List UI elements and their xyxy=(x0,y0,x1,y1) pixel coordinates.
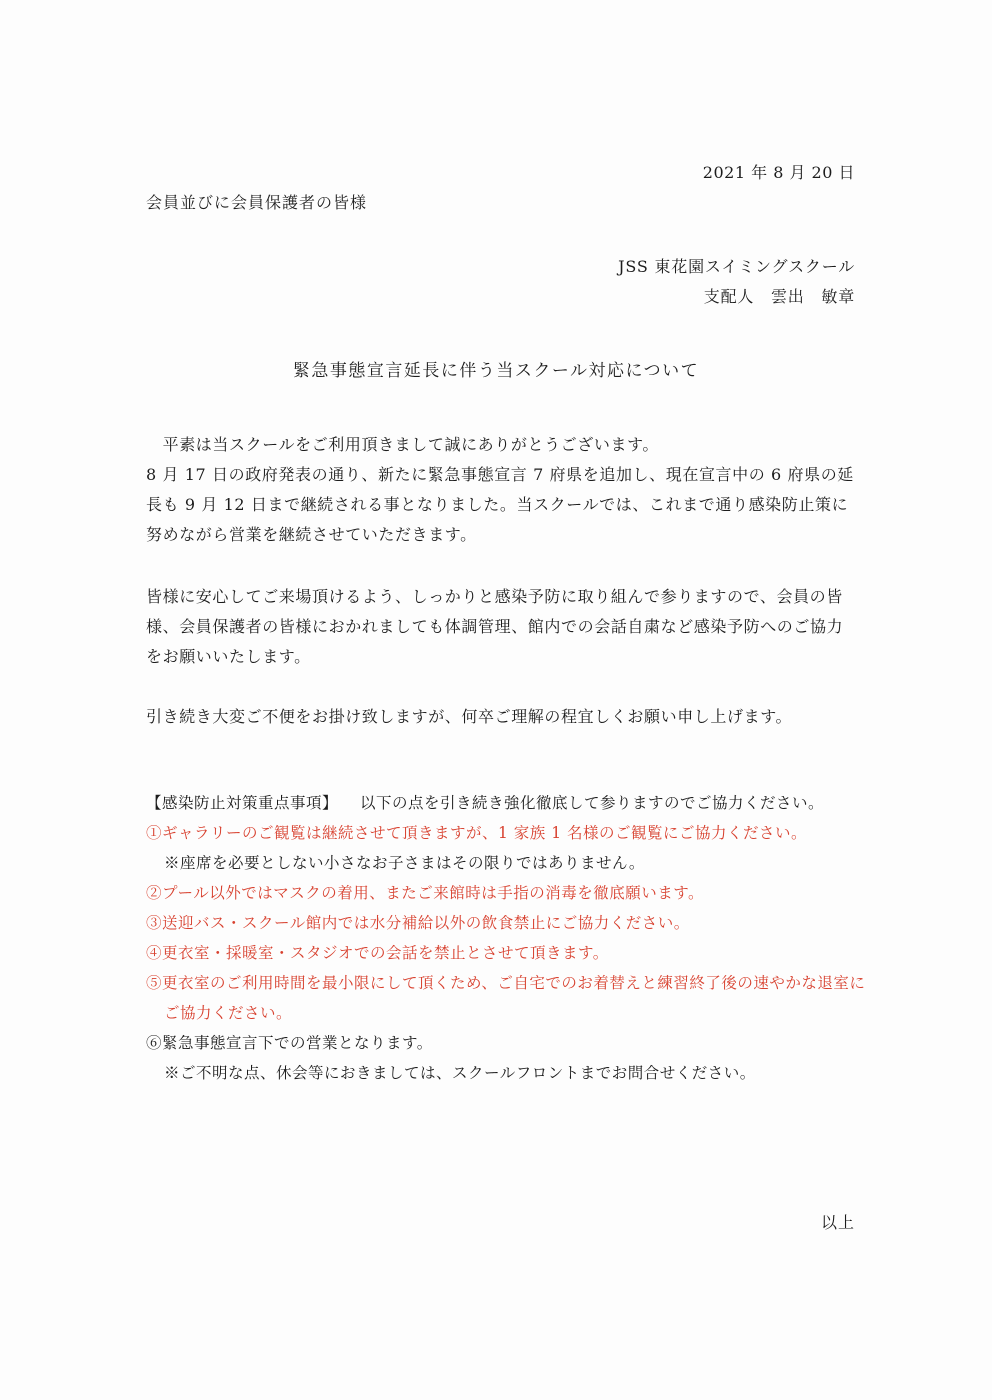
sender-block xyxy=(618,252,855,312)
announcement-text: 8 月 17 日の政府発表の通り、新たに緊急事態宣言 7 府県を追加し、現在宣言中の 6 府県の延長も 9 月 12 日まで継続される事となりました。当スクールでは、これまで通り感染防止策に努めながら営業を継続させていただきます。 xyxy=(146,465,854,544)
addressee: 会員並びに会員保護者の皆様 xyxy=(146,193,368,212)
measure-item-4: ④更衣室・採暖室・スタジオでの会話を禁止とさせて頂きます。 xyxy=(146,944,609,962)
measures-heading-label: 【感染防止対策重点事項】 xyxy=(146,794,339,812)
sender-name: 支配人 雲出 敏章 xyxy=(703,287,855,306)
contact-note: ※ご不明な点、休会等におきましては、スクールフロントまでお問合せください。 xyxy=(164,1064,756,1082)
closing-word: 以上 xyxy=(820,1213,855,1232)
measure-item-5: ⑤更衣室のご利用時間を最小限にして頂くため、ご自宅でのお着替えと練習終了後の速やかな退室にご協力ください。 xyxy=(146,974,866,1022)
apology-text: 引き続き大変ご不便をお掛け致しますが、何卒ご理解の程宜しくお願い申し上げます。 xyxy=(146,707,793,726)
greeting-paragraph xyxy=(146,430,858,550)
request-paragraph xyxy=(146,582,858,672)
measure-item-1: ①ギャラリーのご観覧は継続させて頂きますが、1 家族 1 名様のご観覧にご協力ください。 xyxy=(146,824,808,842)
measure-item-2: ②プール以外ではマスクの着用、またご来館時は手指の消毒を徹底願います。 xyxy=(146,884,704,902)
document-title: 緊急事態宣言延長に伴う当スクール対応について xyxy=(292,361,700,381)
apology-paragraph xyxy=(146,702,858,732)
measure-item-3: ③送迎バス・スクール館内では水分補給以外の飲食禁止にご協力ください。 xyxy=(146,914,690,932)
measures-heading-text: 以下の点を引き続き強化徹底して参りますのでご協力ください。 xyxy=(360,794,825,812)
measure-item-1-note: ※座席を必要としない小さなお子さまはその限りではありません。 xyxy=(164,854,645,872)
sender-organization: JSS 東花園スイミングスクール xyxy=(618,257,855,276)
infection-measures-section xyxy=(146,788,870,1088)
letter-date: 2021 年 8 月 20 日 xyxy=(702,163,855,182)
measure-item-6: ⑥緊急事態宣言下での営業となります。 xyxy=(146,1034,433,1052)
request-text: 皆様に安心してご来場頂けるよう、しっかりと感染予防に取り組んで参りますので、会員の皆様、会員保護者の皆様におかれましても体調管理、館内での会話自粛など感染予防へのご協力をお願いいたします。 xyxy=(146,587,844,666)
measures-heading xyxy=(146,788,870,818)
greeting-line: 平素は当スクールをご利用頂きまして誠にありがとうございます。 xyxy=(146,435,660,454)
